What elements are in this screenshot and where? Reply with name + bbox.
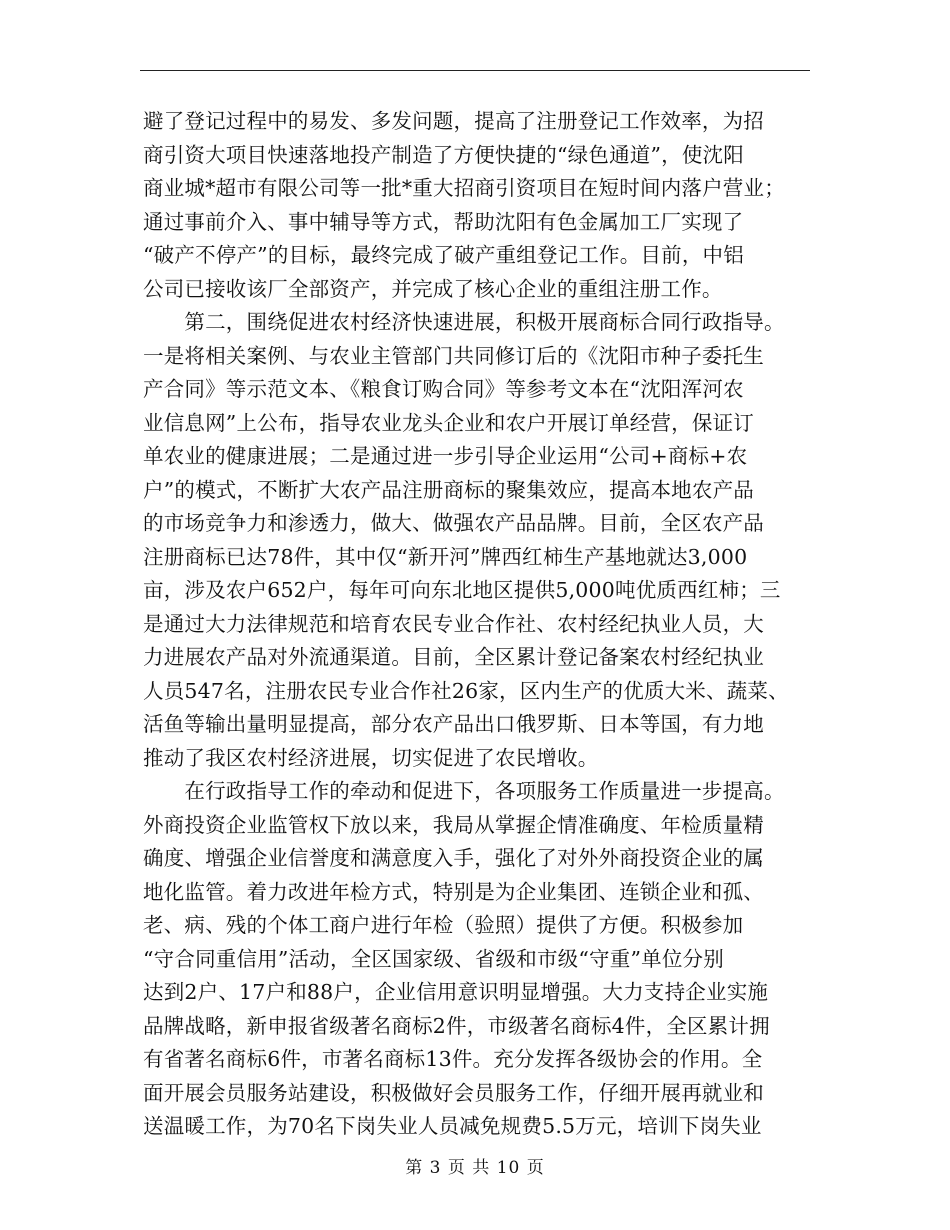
- text-line: 品牌战略，新申报省级著名商标2件，市级著名商标4件，全区累计拥: [143, 1013, 770, 1038]
- header-rule: [140, 70, 810, 71]
- text-line: 的市场竞争力和渗透力，做大、做强农产品品牌。目前，全区农产品: [143, 511, 764, 535]
- text-line: 确度、增强企业信誉度和满意度入手，强化了对外外商投资企业的属: [143, 846, 764, 870]
- text-line: 在行政指导工作的牵动和促进下，各项服务工作质量进一步提高。: [143, 779, 785, 803]
- text-line: 是通过大力法律规范和培育农民专业合作社、农村经纪执业人员，大: [143, 611, 764, 636]
- text-line: 商业城*超市有限公司等一批*重大招商引资项目在短时间内落户营业；: [143, 176, 785, 200]
- document-body: [143, 105, 813, 1144]
- text-line: 送温暖工作，为70名下岗失业人员减免规费5.5万元，培训下岗失业: [143, 1114, 762, 1138]
- text-line: 第二，围绕促进农村经济快速进展，积极开展商标合同行政指导。: [143, 310, 785, 334]
- text-line: 面开展会员服务站建设，积极做好会员服务工作，仔细开展再就业和: [143, 1080, 764, 1105]
- text-line: 注册商标已达78件，其中仅“新开河”牌西红柿生产基地就达3,000: [143, 544, 748, 569]
- text-line: 达到2户、17户和88户，企业信用意识明显增强。大力支持企业实施: [143, 980, 769, 1004]
- page-number-footer: 第 3 页 共 10 页: [405, 1158, 545, 1178]
- text-line: “守合同重信用”活动，全区国家级、省级和市级“守重”单位分别: [143, 946, 724, 971]
- text-line: 产合同》等示范文本、《粮食订购合同》等参考文本在“沈阳浑河农: [143, 377, 744, 401]
- text-line: 商引资大项目快速落地投产制造了方便快捷的“绿色通道”，使沈阳: [143, 142, 744, 167]
- text-line: 地化监管。着力改进年检方式，特别是为企业集团、连锁企业和孤、: [143, 879, 764, 904]
- text-line: 活鱼等输出量明显提高，部分农产品出口俄罗斯、日本等国，有力地: [143, 712, 764, 736]
- text-line: 亩，涉及农户652户，每年可向东北地区提供5,000吨优质西红柿；三: [143, 578, 781, 602]
- text-line: 外商投资企业监管权下放以来，我局从掌握企情准确度、年检质量精: [143, 812, 764, 837]
- text-line: 一是将相关案例、与农业主管部门共同修订后的《沈阳市种子委托生: [143, 343, 764, 368]
- text-line: 业信息网”上公布，指导农业龙头企业和农户开展订单经营，保证订: [143, 410, 754, 435]
- text-line: 老、病、残的个体工商户进行年检（验照）提供了方便。积极参加: [143, 913, 744, 937]
- text-line: 力进展农产品对外流通渠道。目前，全区累计登记备案农村经纪执业: [143, 645, 764, 669]
- text-line: 通过事前介入、事中辅导等方式，帮助沈阳有色金属加工厂实现了: [143, 209, 744, 234]
- text-line: 户”的模式，不断扩大农产品注册商标的聚集效应，提高本地农产品: [143, 477, 754, 502]
- text-line: 公司已接收该厂全部资产，并完成了核心企业的重组注册工作。: [143, 276, 723, 301]
- text-line: 单农业的健康进展；二是通过进一步引导企业运用“公司+商标+农: [143, 444, 748, 468]
- text-line: 推动了我区农村经济进展，切实促进了农民增收。: [143, 745, 599, 770]
- text-line: 有省著名商标6件，市著名商标13件。充分发挥各级协会的作用。全: [143, 1047, 763, 1071]
- text-line: 避了登记过程中的易发、多发问题，提高了注册登记工作效率，为招: [143, 109, 764, 133]
- text-line: 人员547名，注册农民专业合作社26家，区内生产的优质大米、蔬菜、: [143, 678, 789, 703]
- text-line: “破产不停产”的目标，最终完成了破产重组登记工作。目前，中铝: [143, 243, 744, 267]
